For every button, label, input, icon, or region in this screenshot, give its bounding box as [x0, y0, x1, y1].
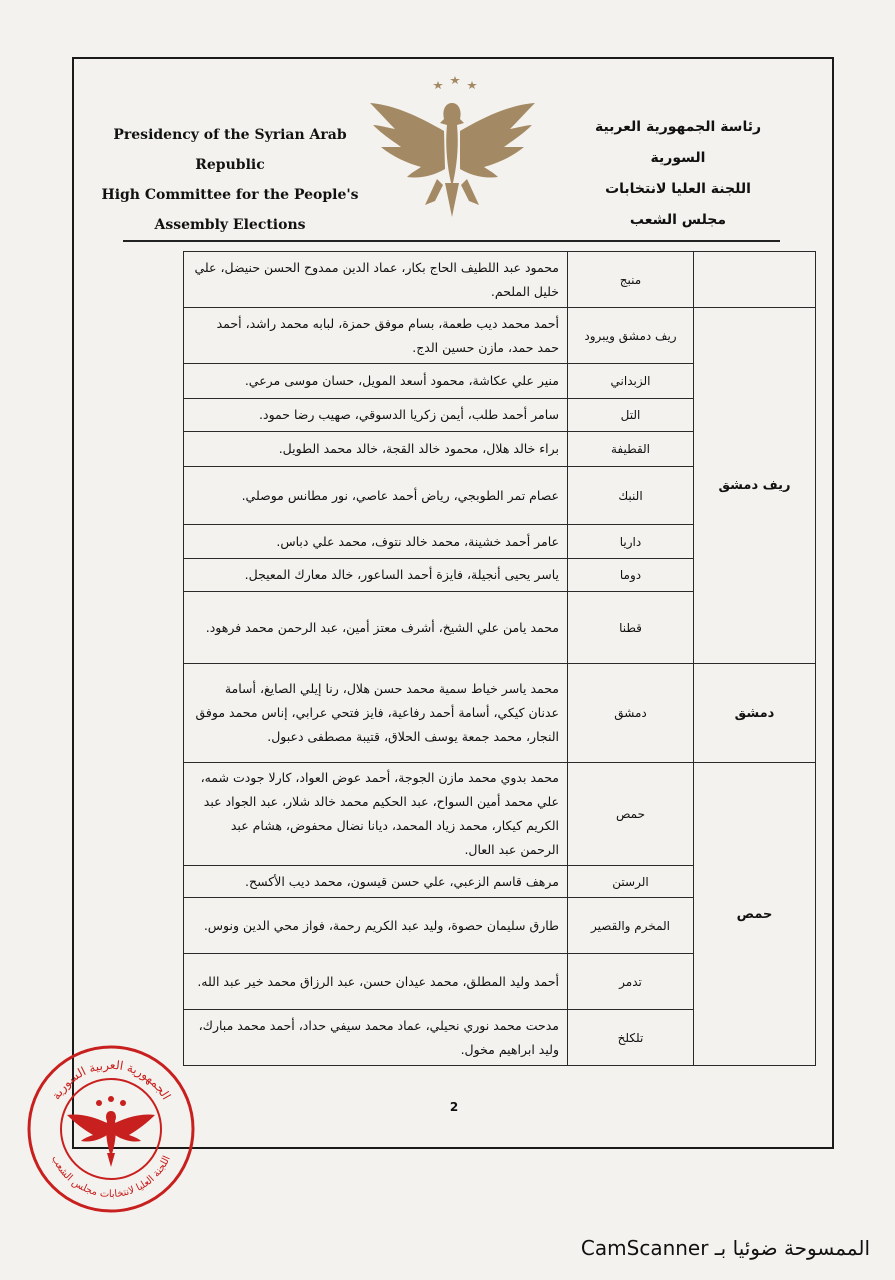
district-cell: دوما [568, 559, 694, 592]
district-cell: تلكلخ [568, 1010, 694, 1066]
names-cell: عامر أحمد خشينة، محمد خالد نتوف، محمد علي دباس. [184, 525, 568, 559]
names-cell: مرهف قاسم الزعبي، علي حسن قيسون، محمد ديب الأكسح. [184, 866, 568, 898]
names-cell: محمد ياسر خياط سمية محمد حسن هلال، رنا إيلي الصايغ، أسامة عدنان كيكي، أسامة أحمد رفاعية، فايز فتحي عرابي، إناس محمد موفق النجار، محمد جمعة يوسف الحلاق، قتيبة مصطفى دعبول. [184, 664, 568, 763]
district-cell: القطيفة [568, 432, 694, 467]
names-cell: محمد يامن علي الشيخ، أشرف معتز أمين، عبد الرحمن محمد فرهود. [184, 592, 568, 664]
names-cell: سامر أحمد طلب، أيمن زكريا الدسوقي، صهيب رضا حمود. [184, 399, 568, 432]
names-cell: محمد بدوي محمد مازن الجوجة، أحمد عوض العواد، كارلا جودت شمه، علي محمد أمين السواح، عبد الحكيم محمد خالد شلار، عبد الجواد عبد الكريم كيكار، محمد زياد المحمد، ديانا نضال محفوض، هشام عبد الرحمن عبد العال. [184, 763, 568, 866]
table-row [184, 763, 816, 866]
names-cell: أحمد وليد المطلق، محمد عيدان حسن، عبد الرزاق محمد خير عبد الله. [184, 954, 568, 1010]
district-cell: الرستن [568, 866, 694, 898]
header-ar-line-3: مجلس الشعب [629, 212, 727, 228]
names-cell: مدحت محمد نوري نحيلي، عماد محمد سيفي حداد، أحمد محمد مبارك، وليد ابراهيم مخول. [184, 1010, 568, 1066]
district-cell: تدمر [568, 954, 694, 1010]
svg-text:اللجنة العليا لانتخابات مجلس ا: اللجنة العليا لانتخابات مجلس الشعب [49, 1153, 173, 1201]
district-cell: داريا [568, 525, 694, 559]
table-row [184, 664, 816, 763]
district-cell: النبك [568, 467, 694, 525]
header-en-line-1: Presidency of the Syrian Arab Republic [113, 127, 347, 173]
header-english [90, 120, 370, 240]
table-row [184, 308, 816, 364]
governorate-cell: ريف دمشق [694, 308, 816, 664]
names-cell: محمود عبد اللطيف الحاج بكار، عماد الدين ممدوح الحسن حنيضل، علي خليل الملحم. [184, 252, 568, 308]
names-cell: براء خالد هلال، محمود خالد القجة، خالد محمد الطويل. [184, 432, 568, 467]
camscanner-watermark: الممسوحة ضوئيا بـ CamScanner [580, 1236, 870, 1260]
table-row [184, 252, 816, 308]
district-cell: التل [568, 399, 694, 432]
header-ar-line-1: رئاسة الجمهورية العربية السورية [594, 119, 762, 166]
governorate-cell [694, 252, 816, 308]
winners-table [183, 251, 816, 1066]
official-stamp-icon [25, 1043, 197, 1215]
header-en-line-2: High Committee for the People's [101, 187, 359, 203]
names-cell: أحمد محمد ديب طعمة، بسام موفق حمزة، لبابه محمد راشد، أحمد حمد حمد، مازن حسين الدج. [184, 308, 568, 364]
district-cell: ريف دمشق ويبرود [568, 308, 694, 364]
governorate-cell: دمشق [694, 664, 816, 763]
governorate-cell: حمص [694, 763, 816, 1066]
names-cell: منير علي عكاشة، محمود أسعد المويل، حسان موسى مرعي. [184, 364, 568, 399]
header-en-line-3: Assembly Elections [154, 217, 306, 233]
svg-text:الجمهورية العربية السورية: الجمهورية العربية السورية [48, 1057, 174, 1103]
names-cell: طارق سليمان حصوة، وليد عبد الكريم رحمة، فواز محي الدين ونوس. [184, 898, 568, 954]
header-arabic [572, 112, 784, 236]
district-cell: قطنا [568, 592, 694, 664]
names-cell: عصام تمر الطوبجي، رياض أحمد عاصي، نور مطانس موصلي. [184, 467, 568, 525]
page-number: 2 [449, 1100, 459, 1114]
header-ar-line-2: اللجنة العليا لانتخابات [605, 181, 751, 197]
eagle-emblem-icon [365, 75, 540, 220]
names-cell: ياسر يحيى أنجيلة، فايزة أحمد الساعور، خالد معارك المعيجل. [184, 559, 568, 592]
district-cell: المخرم والقصير [568, 898, 694, 954]
header-divider [123, 240, 780, 242]
district-cell: دمشق [568, 664, 694, 763]
district-cell: حمص [568, 763, 694, 866]
district-cell: منبج [568, 252, 694, 308]
district-cell: الزبداني [568, 364, 694, 399]
